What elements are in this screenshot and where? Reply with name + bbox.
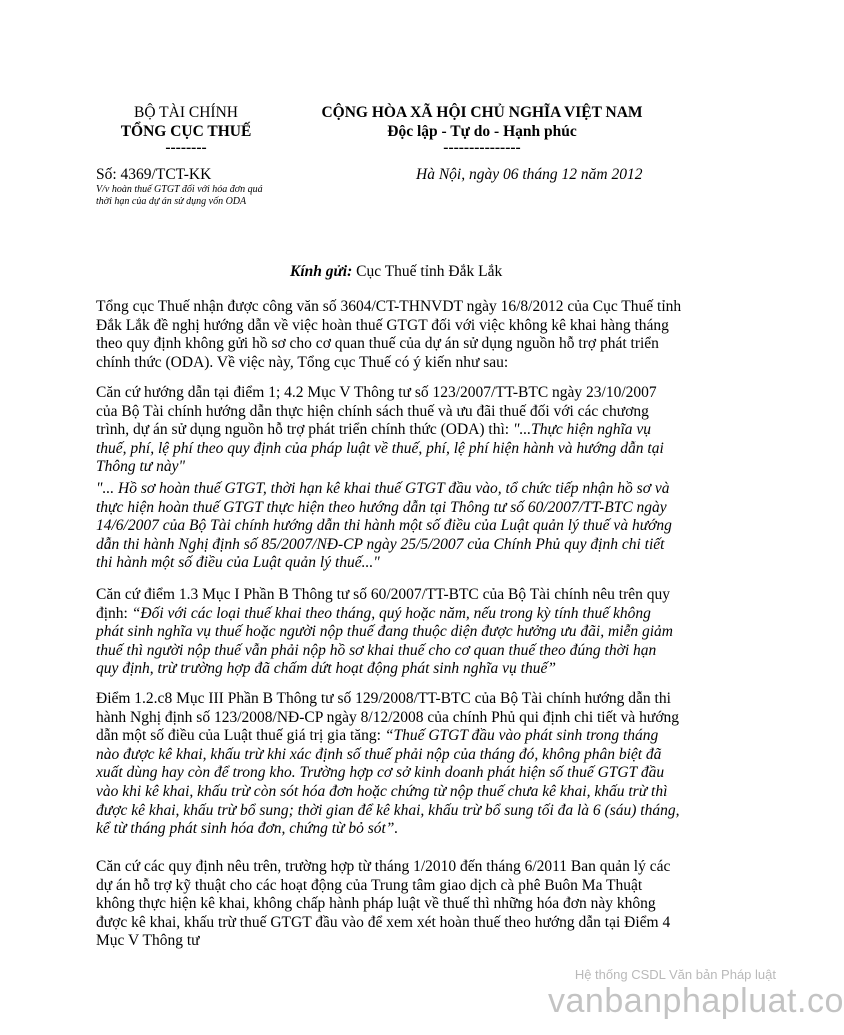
paragraph-2-quote: "...Thực hiện nghĩa vụ thuế, phí, lệ phí theo quy định của pháp luật về thuế, phí, lệ phí hiện hành và hướng dẫn tại Thông tư này" xyxy=(96,421,664,476)
watermark-caption: Hệ thống CSDL Văn bản Pháp luật xyxy=(574,967,776,982)
document-number: Số: 4369/TCT-KK xyxy=(96,166,212,183)
greeting-line xyxy=(290,263,502,281)
paragraph-4-text: Căn cứ điểm 1.3 Mục I Phần B Thông tư số 60/2007/TT-BTC của Bộ Tài chính nêu trên quy định: xyxy=(96,586,671,622)
paragraph-5-quote: “Thuế GTGT đầu vào phát sinh trong tháng nào được kê khai, khấu trừ khi xác định số thuế phải nộp của tháng đó, không phân biệt đã xuất dùng hay còn để trong kho. Trường hợp cơ sở kinh doanh phát hiện số thuế GTGT đầu vào khi kê khai, khấu trừ còn sót hóa đơn hoặc chứng từ nộp thuế chưa kê khai, khấu trừ thì được kê khai, khấu trừ bổ sung; thời gian để kê khai, khấu trừ bổ sung tối đa là 6 (sáu) tháng, kể từ tháng phát sinh hóa đơn, chứng từ bỏ sót”. xyxy=(96,727,680,838)
paragraph-5 xyxy=(96,690,682,839)
paragraph-6: Căn cứ các quy định nêu trên, trường hợp từ tháng 1/2010 đến tháng 6/2011 Ban quản lý các dự án hỗ trợ kỹ thuật cho các hoạt động của Trung tâm giao dịch cà phê Buôn Ma Thuật không thực hiện kê khai, không chấp hành pháp luật về thuế thì những hóa đơn này không được kê khai, khấu trừ thuế GTGT đầu vào để xem xét hoàn thuế theo hướng dẫn tại Điểm 4 Mục V Thông tư xyxy=(96,858,671,950)
paragraph-2-text: Căn cứ hướng dẫn tại điểm 1; 4.2 Mục V Thông tư số 123/2007/TT-BTC ngày 23/10/2007 của Bộ Tài chính hướng dẫn thực hiện chính sách thuế và ưu đãi thuế đối với các chương trình, dự án sử dụng nguồn hỗ trợ phát triển chính thức (ODA) thì: xyxy=(96,384,657,439)
paragraph-3: "... Hồ sơ hoàn thuế GTGT, thời hạn kê khai thuế GTGT đầu vào, tổ chức tiếp nhận hồ sơ và thực hiện hoàn thuế GTGT thực hiện theo hướng dẫn tại Thông tư số 60/2007/TT-BTC ngày 14/6/2007 của Bộ Tài chính hướng dẫn thi hành một số điều của Luật quản lý thuế và hướng dẫn thi hành Nghị định số 85/2007/NĐ-CP ngày 25/5/2007 của Chính Phủ quy định chi tiết thi hành một số điều của Luật quản lý thuế..." xyxy=(96,480,672,572)
paragraph-2 xyxy=(96,384,682,477)
issuer-block xyxy=(96,103,276,155)
paragraph-4-quote: “Đối với các loại thuế khai theo tháng, quý hoặc năm, nếu trong kỳ tính thuế không phát sinh nghĩa vụ thuế hoặc người nộp thuế đang thuộc diện được hưởng ưu đãi, miễn giảm thuế thì người nộp thuế vẫn phải nộp hồ sơ khai thuế cho cơ quan thuế theo đúng thời hạn quy định, trừ trường hợp đã chấm dứt hoạt động phát sinh nghĩa vụ thuế” xyxy=(96,604,673,678)
paragraph-5-text: Điểm 1.2.c8 Mục III Phần B Thông tư số 129/2008/TT-BTC của Bộ Tài chính hướng dẫn thi hành Nghị định số 123/2008/NĐ-CP ngày 8/12/2008 của chính Phủ qui định chi tiết và hướng dẫn một số điều của Luật thuế giá trị gia tăng: xyxy=(96,690,680,745)
national-heading xyxy=(282,103,682,155)
ministry-name: BỘ TÀI CHÍNH xyxy=(134,104,238,121)
document-subject: V/v hoàn thuế GTGT đối với hóa đơn quá thời hạn của dự án sử dụng vốn ODA xyxy=(96,184,263,207)
paragraph-4 xyxy=(96,586,682,679)
greeting-label: Kính gửi: xyxy=(290,263,353,280)
issuer-rule: -------- xyxy=(165,139,207,156)
paragraph-1: Tổng cục Thuế nhận được công văn số 3604/CT-THNVDT ngày 16/8/2012 của Cục Thuế tỉnh Đắk Lắk đề nghị hướng dẫn về việc hoàn thuế GTGT đối với việc không kê khai hàng tháng theo quy định không gửi hồ sơ cho cơ quan thuế của dự án sử dụng nguồn hỗ trợ phát triển chính thức (ODA). Về việc này, Tổng cục Thuế có ý kiến như sau: xyxy=(96,298,682,371)
greeting-recipient: Cục Thuế tỉnh Đắk Lắk xyxy=(356,263,503,280)
department-name: TỔNG CỤC THUẾ xyxy=(120,123,252,140)
watermark-site: vanbanphapluat.co xyxy=(548,982,844,1020)
national-motto: Độc lập - Tự do - Hạnh phúc xyxy=(387,123,577,140)
place-date: Hà Nội, ngày 06 tháng 12 năm 2012 xyxy=(416,166,643,183)
motto-rule: --------------- xyxy=(443,139,521,156)
country-name: CỘNG HÒA XÃ HỘI CHỦ NGHĨA VIỆT NAM xyxy=(321,104,643,121)
